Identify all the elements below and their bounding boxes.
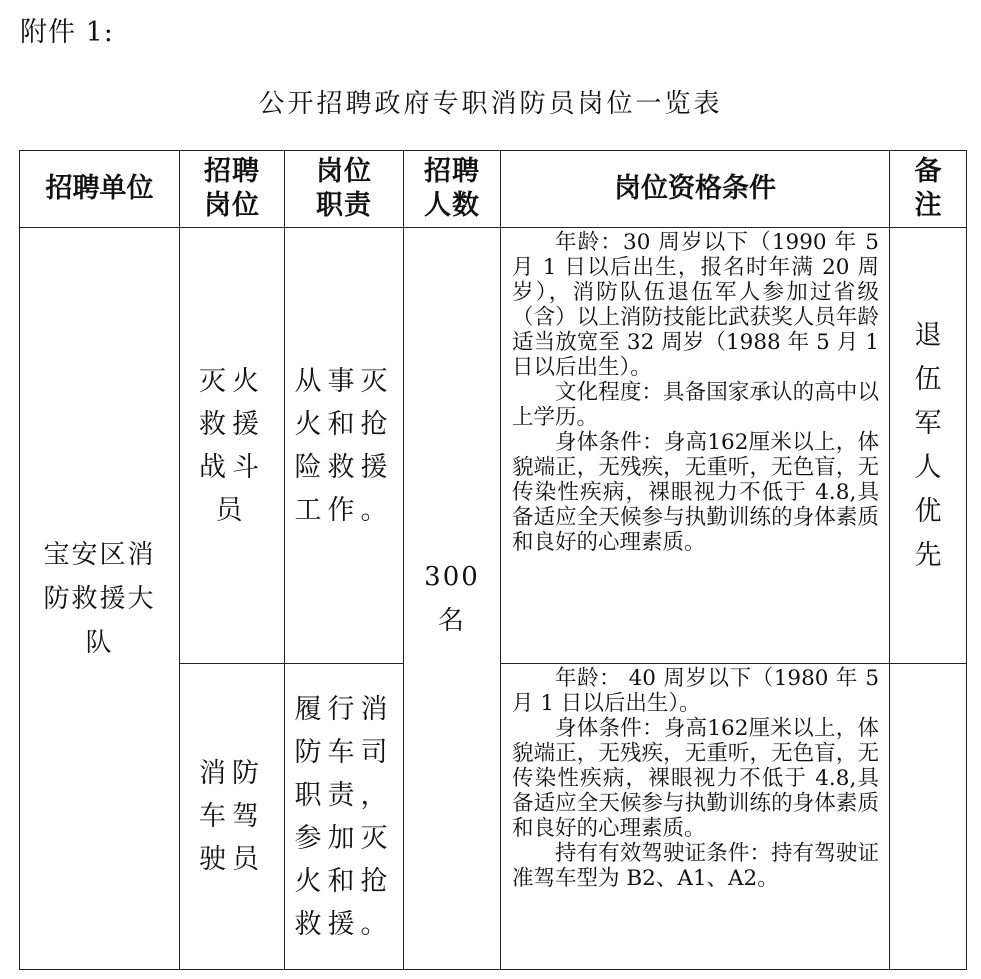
duty-line: 火和抢 [294, 408, 394, 440]
header-position-line2: 岗位 [204, 190, 260, 221]
positions-table [19, 150, 967, 970]
header-duty-line2: 职责 [316, 190, 372, 221]
remark-cell [890, 228, 967, 664]
unit-line1: 宝安区消 [43, 539, 156, 570]
header-qualification: 岗位资格条件 [501, 151, 890, 228]
position-line: 车驾 [199, 801, 265, 832]
duty-line: 救援。 [294, 908, 394, 940]
table-header-row [20, 151, 967, 228]
remark-line: 人 [914, 451, 942, 483]
qual-physical: 身体条件：身高162厘米以上，体貌端正，无残疾，无重听，无色盲，无传染性疾病，裸眼视力不低于 4.8,具备适应全天候参与执勤训练的身体素质和良好的心理素质。 [512, 430, 879, 555]
remark-line: 退 [914, 319, 942, 351]
position-line: 驶员 [199, 844, 265, 875]
unit-line3: 队 [85, 627, 114, 658]
qual-age: 年龄： 40 周岁以下（1980 年 5 月 1 日以后出生）。 [512, 666, 879, 716]
qualification-cell [501, 228, 890, 664]
qualification-cell [501, 664, 890, 970]
duty-line: 防车司 [294, 736, 394, 768]
unit-line2: 防救援大 [43, 583, 156, 614]
remark-line: 优 [914, 495, 942, 527]
count-cell [404, 228, 501, 970]
position-line: 员 [215, 494, 249, 526]
header-position-line1: 招聘 [204, 156, 260, 187]
remark-cell-empty [890, 664, 967, 970]
remark-line: 先 [914, 539, 942, 571]
position-cell [180, 228, 285, 664]
duty-line: 职责， [294, 779, 394, 811]
header-remark-line1: 备 [914, 156, 942, 187]
attachment-label: 附件 1: [20, 17, 114, 48]
recruiting-unit-cell [20, 228, 180, 970]
header-duty [285, 151, 404, 228]
position-line: 灭火 [199, 365, 265, 397]
duty-line: 险救援 [294, 451, 394, 483]
duty-line: 参加灭 [294, 822, 394, 854]
duty-cell [285, 664, 404, 970]
header-remark [890, 151, 967, 228]
header-remark-line2: 注 [914, 190, 942, 221]
duty-line: 工作。 [294, 494, 394, 526]
page-title: 公开招聘政府专职消防员岗位一览表 [258, 89, 723, 119]
qual-education: 文化程度：具备国家承认的高中以上学历。 [512, 380, 879, 430]
header-count [404, 151, 501, 228]
header-count-line2: 人数 [424, 190, 480, 221]
qual-license: 持有有效驾驶证条件：持有驾驶证准驾车型为 B2、A1、A2。 [512, 841, 879, 891]
header-duty-line1: 岗位 [316, 156, 372, 187]
header-position [180, 151, 285, 228]
remark-line: 军 [914, 407, 942, 439]
duty-line: 从事灭 [294, 365, 394, 397]
count-value: 300 [424, 561, 480, 592]
duty-line: 履行消 [294, 693, 394, 725]
position-line: 救援 [199, 408, 265, 440]
table-row [20, 228, 967, 664]
qual-physical: 身体条件：身高162厘米以上，体貌端正，无残疾，无重听，无色盲，无传染性疾病，裸眼视力不低于 4.8,具备适应全天候参与执勤训练的身体素质和良好的心理素质。 [512, 716, 879, 841]
header-count-line1: 招聘 [424, 156, 480, 187]
duty-cell [285, 228, 404, 664]
count-unit: 名 [437, 605, 466, 636]
position-line: 战斗 [199, 451, 265, 483]
duty-line: 火和抢 [294, 865, 394, 897]
position-cell [180, 664, 285, 970]
remark-line: 伍 [914, 363, 942, 395]
qual-age: 年龄：30 周岁以下（1990 年 5 月 1 日以后出生，报名时年满 20 周岁），消防队伍退伍军人参加过省级（含）以上消防技能比武获奖人员年龄适当放宽至 32 周岁（1988 年 5 月 1 日以后出生）。 [512, 230, 879, 380]
position-line: 消防 [199, 758, 265, 789]
header-unit: 招聘单位 [20, 151, 180, 228]
